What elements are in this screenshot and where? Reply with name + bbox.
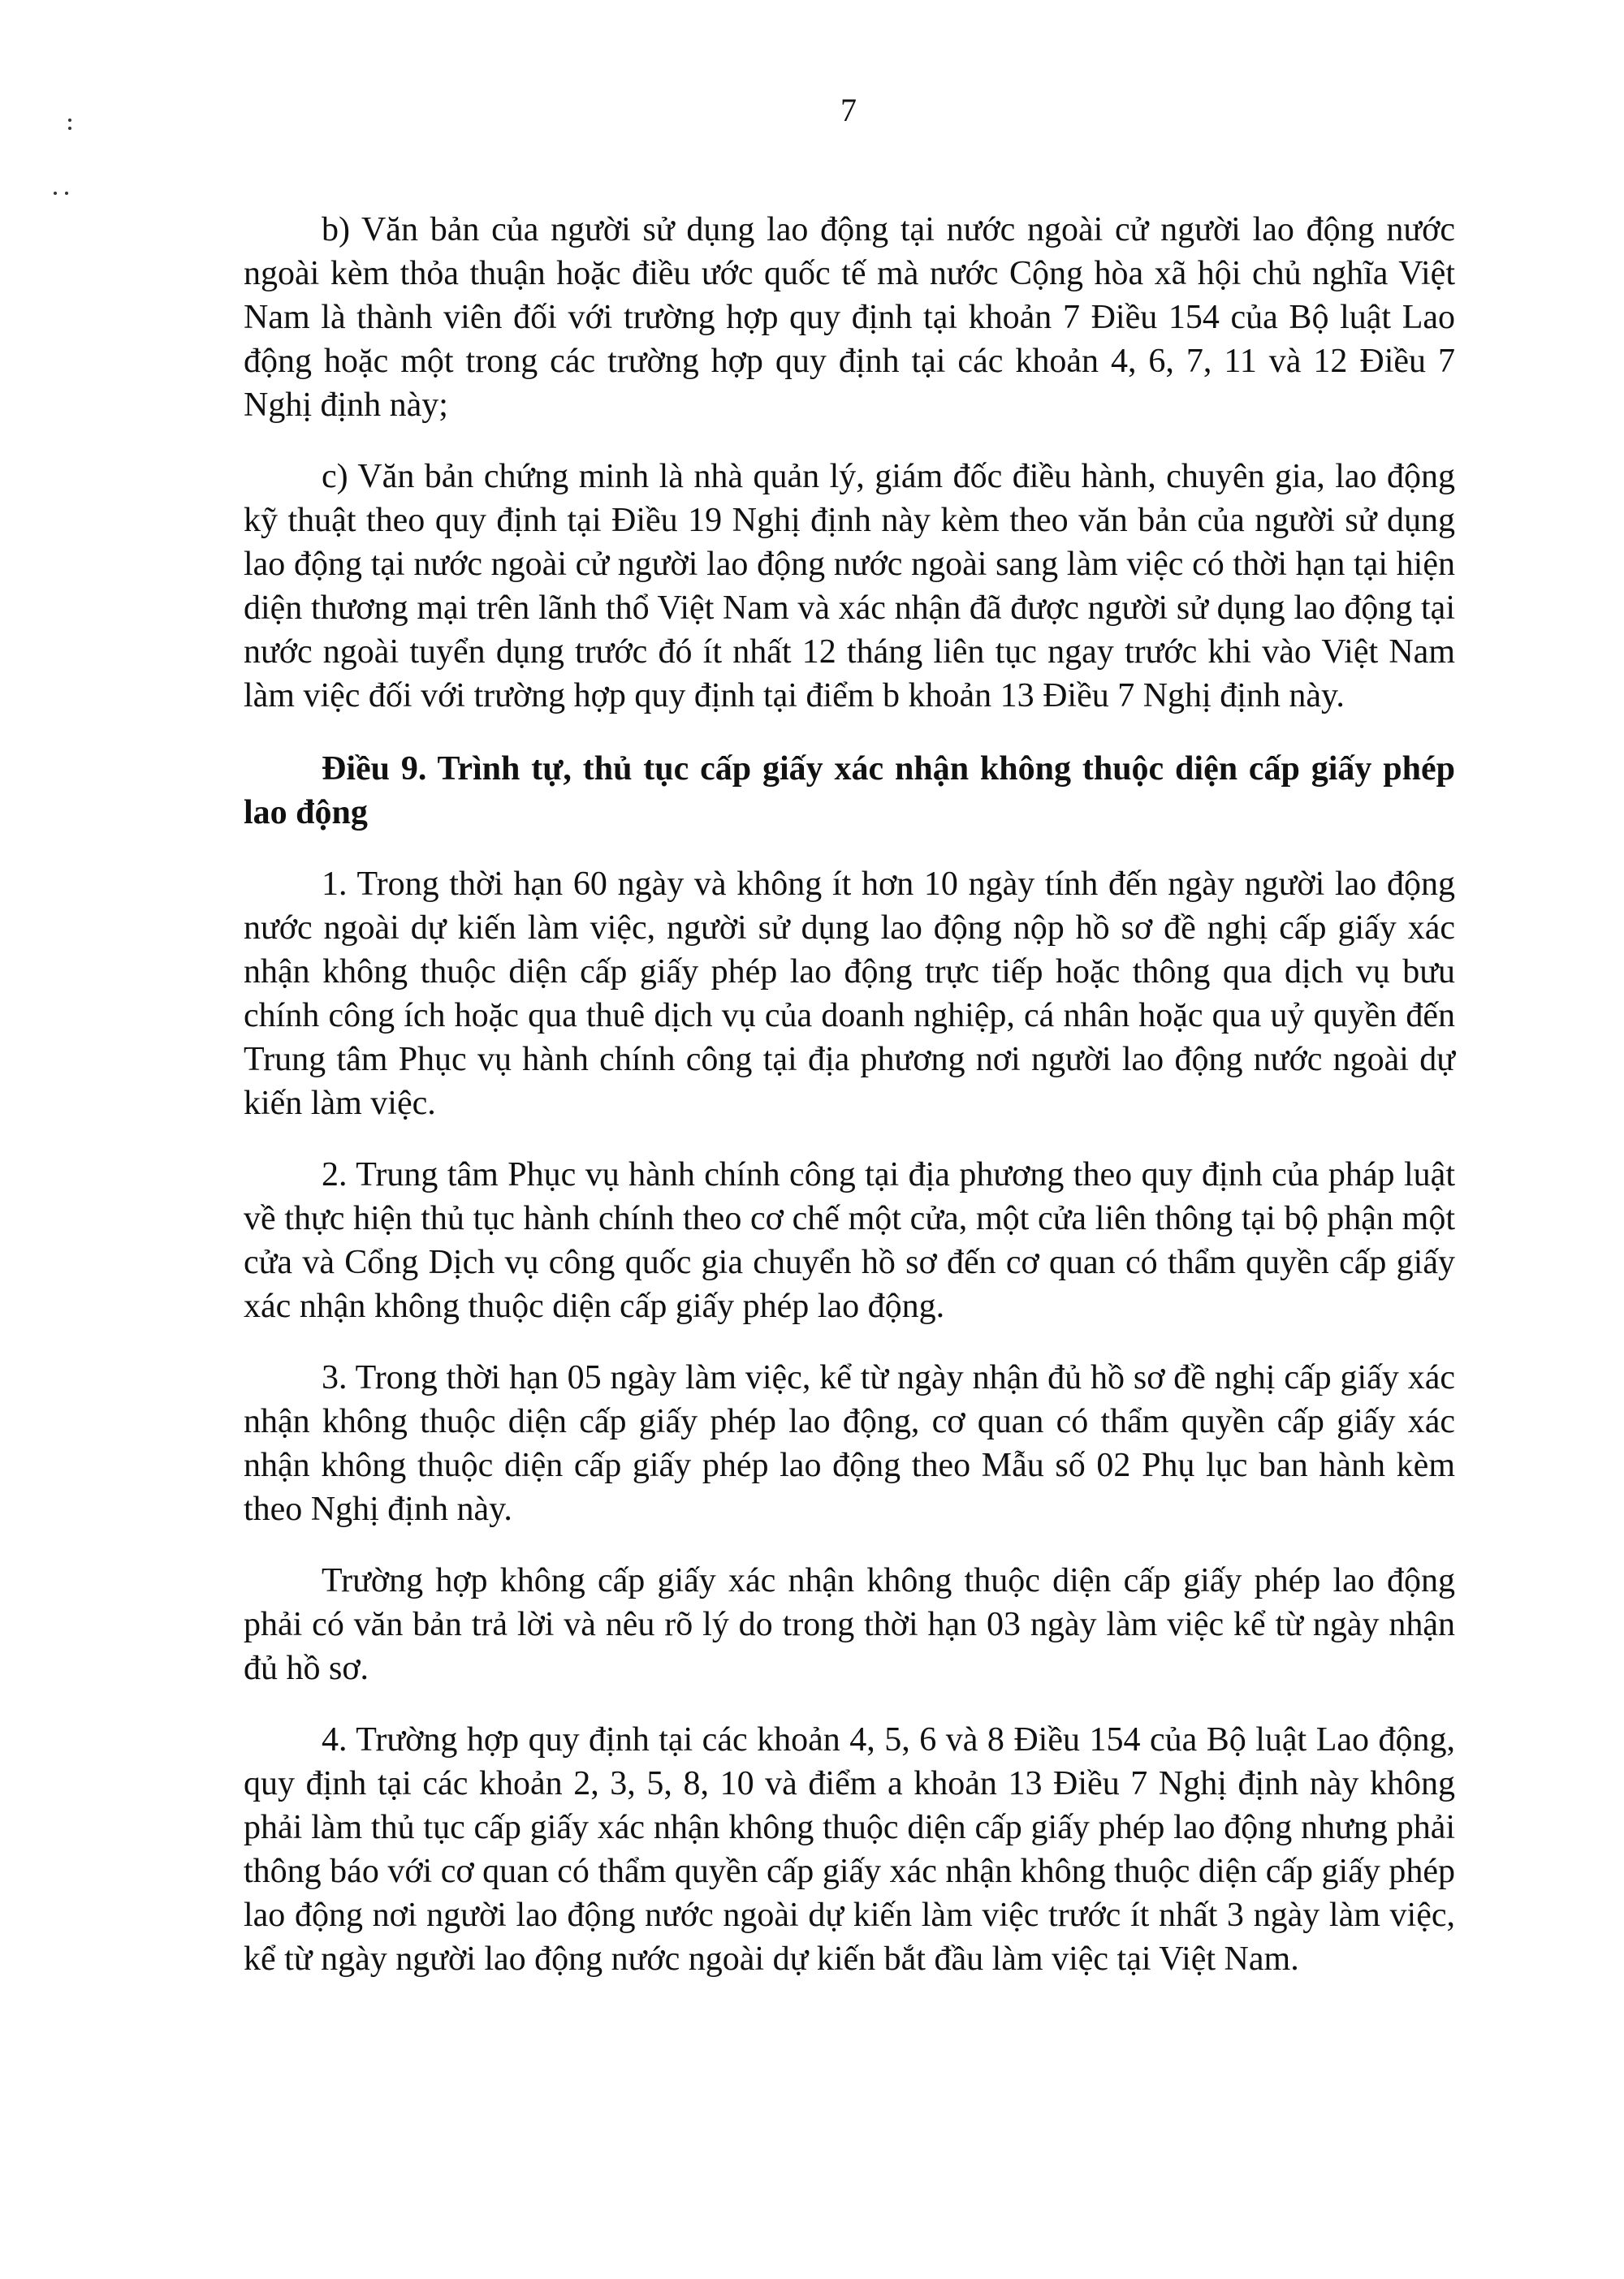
- clause-4: 4. Trường hợp quy định tại các khoản 4, 5, 6 và 8 Điều 154 của Bộ luật Lao động, quy định tại các khoản 2, 3, 5, 8, 10 và điểm a khoản 13 Điều 7 Nghị định này không phải làm thủ tục cấp giấy xác nhận không thuộc diện cấp giấy phép lao động nhưng phải thông báo với cơ quan có thẩm quyền cấp giấy xác nhận không thuộc diện cấp giấy phép lao động nơi người lao động nước ngoài dự kiến làm việc trước ít nhất 3 ngày làm việc, kể từ ngày người lao động nước ngoài dự kiến bắt đầu làm việc tại Việt Nam.: [244, 1721, 1455, 1978]
- article-9-heading: Điều 9. Trình tự, thủ tục cấp giấy xác nhận không thuộc diện cấp giấy phép lao động: [244, 750, 1455, 831]
- scan-speck: [54, 192, 57, 195]
- paragraph-c: c) Văn bản chứng minh là nhà quản lý, giám đốc điều hành, chuyên gia, lao động kỹ thuật theo quy định tại Điều 19 Nghị định này kèm theo văn bản của người sử dụng lao động tại nước ngoài cử người lao động nước ngoài sang làm việc có thời hạn tại hiện diện thương mại trên lãnh thổ Việt Nam và xác nhận đã được người sử dụng lao động tại nước ngoài tuyển dụng trước đó ít nhất 12 tháng liên tục ngay trước khi vào Việt Nam làm việc đối với trường hợp quy định tại điểm b khoản 13 Điều 7 Nghị định này.: [244, 458, 1455, 714]
- clause-3: 3. Trong thời hạn 05 ngày làm việc, kể từ ngày nhận đủ hồ sơ đề nghị cấp giấy xác nhận không thuộc diện cấp giấy phép lao động, cơ quan có thẩm quyền cấp giấy xác nhận không thuộc diện cấp giấy phép lao động theo Mẫu số 02 Phụ lục ban hành kèm theo Nghị định này.: [244, 1359, 1455, 1528]
- page-number: 7: [840, 92, 857, 128]
- paragraph-b: b) Văn bản của người sử dụng lao động tại nước ngoài cử người lao động nước ngoài kèm thỏa thuận hoặc điều ước quốc tế mà nước Cộng hòa xã hội chủ nghĩa Việt Nam là thành viên đối với trường hợp quy định tại khoản 7 Điều 154 của Bộ luật Lao động hoặc một trong các trường hợp quy định tại các khoản 4, 6, 7, 11 và 12 Điều 7 Nghị định này;: [244, 211, 1455, 424]
- clause-2: 2. Trung tâm Phục vụ hành chính công tại địa phương theo quy định của pháp luật về thực hiện thủ tục hành chính theo cơ chế một cửa, một cửa liên thông tại bộ phận một cửa và Cổng Dịch vụ công quốc gia chuyển hồ sơ đến cơ quan có thẩm quyền cấp giấy xác nhận không thuộc diện cấp giấy phép lao động.: [244, 1156, 1455, 1325]
- document-body: [244, 208, 1455, 1981]
- scan-speck: [65, 192, 68, 195]
- clause-1: 1. Trong thời hạn 60 ngày và không ít hơn 10 ngày tính đến ngày người lao động nước ngoài dự kiến làm việc, người sử dụng lao động nộp hồ sơ đề nghị cấp giấy xác nhận không thuộc diện cấp giấy phép lao động trực tiếp hoặc thông qua dịch vụ bưu chính công ích hoặc qua thuê dịch vụ của doanh nghiệp, cá nhân hoặc qua uỷ quyền đến Trung tâm Phục vụ hành chính công tại địa phương nơi người lao động nước ngoài dự kiến làm việc.: [244, 865, 1455, 1122]
- clause-3-refusal: Trường hợp không cấp giấy xác nhận không thuộc diện cấp giấy phép lao động phải có văn bản trả lời và nêu rõ lý do trong thời hạn 03 ngày làm việc kể từ ngày nhận đủ hồ sơ.: [244, 1562, 1455, 1687]
